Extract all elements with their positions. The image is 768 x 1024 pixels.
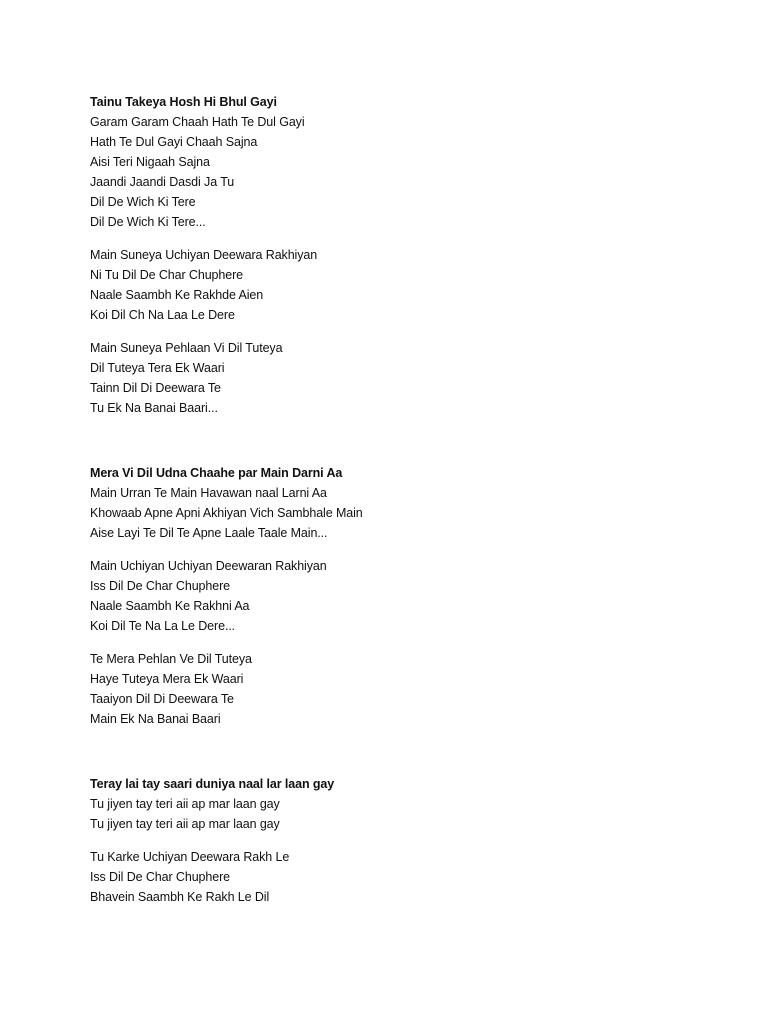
lyric-line: Hath Te Dul Gayi Chaah Sajna [90,135,258,149]
lyric-line: Tainn Dil Di Deewara Te [90,381,221,395]
lyric-line: Dil De Wich Ki Tere... [90,215,206,229]
stanza-4 [90,463,730,543]
lyric-line: Dil De Wich Ki Tere [90,195,196,209]
lyric-line: Naale Saambh Ke Rakhde Aien [90,288,264,302]
stanza-7 [90,774,730,834]
lyric-line: Tu jiyen tay teri aii ap mar laan gay [90,797,280,811]
lyric-line: Jaandi Jaandi Dasdi Ja Tu [90,175,235,189]
stanza-3 [90,338,730,418]
lyric-line: Dil Tuteya Tera Ek Waari [90,361,225,375]
lyric-line: Khowaab Apne Apni Akhiyan Vich Sambhale Main [90,506,363,520]
verse-heading-line: Tainu Takeya Hosh Hi Bhul Gayi [90,95,277,109]
lyrics-document [90,92,730,907]
stanza-8 [90,847,730,907]
lyric-line: Main Urran Te Main Havawan naal Larni Aa [90,486,327,500]
lyric-line: Main Ek Na Banai Baari [90,712,221,726]
verse-heading-line: Teray lai tay saari duniya naal lar laan gay [90,777,335,791]
lyric-line: Main Suneya Uchiyan Deewara Rakhiyan [90,248,318,262]
lyric-line: Main Uchiyan Uchiyan Deewaran Rakhiyan [90,559,327,573]
lyric-line: Tu Karke Uchiyan Deewara Rakh Le [90,850,290,864]
lyric-line: Garam Garam Chaah Hath Te Dul Gayi [90,115,305,129]
lyric-line: Tu jiyen tay teri aii ap mar laan gay [90,817,280,831]
lyric-line: Te Mera Pehlan Ve Dil Tuteya [90,652,252,666]
lyric-line: Naale Saambh Ke Rakhni Aa [90,599,250,613]
stanza-2 [90,245,730,325]
lyric-line: Ni Tu Dil De Char Chuphere [90,268,244,282]
lyric-line: Main Suneya Pehlaan Vi Dil Tuteya [90,341,283,355]
lyric-line: Iss Dil De Char Chuphere [90,579,231,593]
lyric-line: Aise Layi Te Dil Te Apne Laale Taale Main... [90,526,328,540]
stanza-1 [90,92,730,232]
lyric-line: Tu Ek Na Banai Baari... [90,401,218,415]
lyric-line: Bhavein Saambh Ke Rakh Le Dil [90,890,270,904]
lyric-line: Haye Tuteya Mera Ek Waari [90,672,244,686]
lyric-line: Aisi Teri Nigaah Sajna [90,155,210,169]
verse-heading-line: Mera Vi Dil Udna Chaahe par Main Darni Aa [90,466,343,480]
stanza-6 [90,649,730,729]
lyric-line: Taaiyon Dil Di Deewara Te [90,692,234,706]
lyric-line: Iss Dil De Char Chuphere [90,870,231,884]
lyric-line: Koi Dil Ch Na Laa Le Dere [90,308,235,322]
lyric-line: Koi Dil Te Na La Le Dere... [90,619,236,633]
stanza-5 [90,556,730,636]
